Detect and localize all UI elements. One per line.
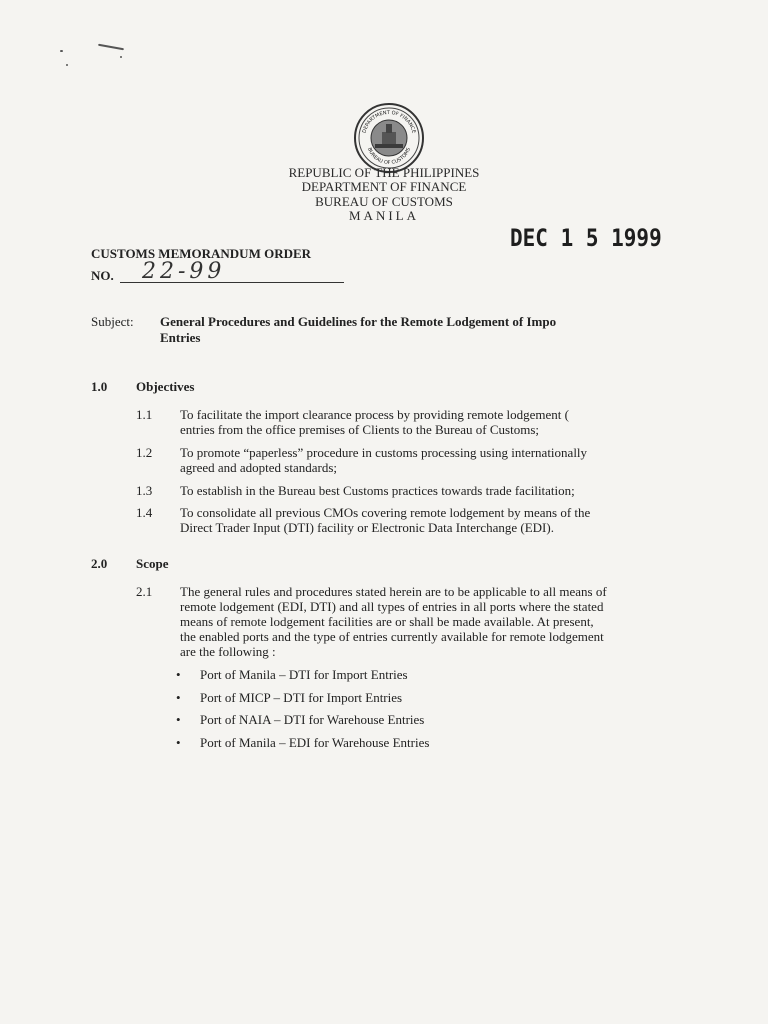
item-line: To facilitate the import clearance process by providing remote lodgement ( [180, 407, 569, 422]
seal-text-bottom: BUREAU OF CUSTOMS [366, 146, 412, 167]
item-number: 1.3 [136, 483, 153, 498]
bullet-item: Port of NAIA – DTI for Warehouse Entries [200, 712, 425, 727]
item-line: To establish in the Bureau best Customs practices towards trade facilitation; [180, 483, 575, 498]
header-bureau: BUREAU OF CUSTOMS [315, 194, 453, 209]
item-line: To promote “paperless” procedure in customs processing using internationally [180, 445, 588, 460]
bullet-item: Port of Manila – EDI for Warehouse Entries [200, 735, 430, 750]
item-line: remote lodgement (EDI, DTI) and all types of entries in all ports where the stated [180, 599, 604, 614]
seal-text-top: DEPARTMENT OF FINANCE [361, 109, 417, 134]
item-text [180, 407, 680, 437]
section-number: 1.0 [91, 379, 108, 394]
item-number: 1.4 [136, 505, 153, 520]
subject-line: Entries [160, 330, 201, 345]
subject-label: Subject: [91, 314, 134, 329]
item-number: 2.1 [136, 584, 153, 599]
section-title-scope: Scope [136, 556, 169, 571]
item-line: means of remote lodgement facilities are or shall be made available. At present, [180, 614, 594, 629]
item-line: entries from the office premises of Clients to the Bureau of Customs; [180, 422, 539, 437]
subject-line: General Procedures and Guidelines for the Remote Lodgement of Impo [160, 314, 557, 329]
item-line: The general rules and procedures stated herein are to be applicable to all means of [180, 584, 607, 599]
order-number-handwritten: 22-99 [142, 259, 226, 284]
bureau-of-customs-seal [353, 102, 425, 174]
item-line: Direct Trader Input (DTI) facility or Electronic Data Interchange (EDI). [180, 520, 554, 535]
scan-speck [98, 44, 124, 50]
item-text [180, 584, 680, 659]
scan-speck [66, 64, 68, 66]
bullet-dot: • [176, 735, 181, 750]
scan-speck [120, 56, 122, 58]
item-text [180, 445, 680, 475]
header-city: MANILA [349, 208, 419, 223]
item-line: are the following : [180, 644, 276, 659]
item-number: 1.2 [136, 445, 153, 460]
date-received-stamp: DEC 1 5 1999 [510, 224, 662, 252]
order-number-label: NO. [91, 268, 114, 283]
header-republic: REPUBLIC OF THE PHILIPPINES [288, 165, 480, 180]
item-number: 1.1 [136, 407, 153, 422]
subject-text [160, 314, 680, 346]
item-line: the enabled ports and the type of entries currently available for remote lodgement [180, 629, 604, 644]
order-title: CUSTOMS MEMORANDUM ORDER [91, 246, 312, 261]
bullet-item: Port of Manila – DTI for Import Entries [200, 667, 408, 682]
item-line: To consolidate all previous CMOs covering remote lodgement by means of the [180, 505, 591, 520]
header-department: DEPARTMENT OF FINANCE [301, 179, 467, 194]
bullet-dot: • [176, 667, 181, 682]
scan-speck [60, 50, 63, 52]
bullet-dot: • [176, 690, 181, 705]
item-text [180, 483, 680, 498]
bullet-item: Port of MICP – DTI for Import Entries [200, 690, 403, 705]
section-title-objectives: Objectives [136, 379, 195, 394]
item-text [180, 505, 680, 535]
section-number: 2.0 [91, 556, 108, 571]
bullet-dot: • [176, 712, 181, 727]
item-line: agreed and adopted standards; [180, 460, 338, 475]
